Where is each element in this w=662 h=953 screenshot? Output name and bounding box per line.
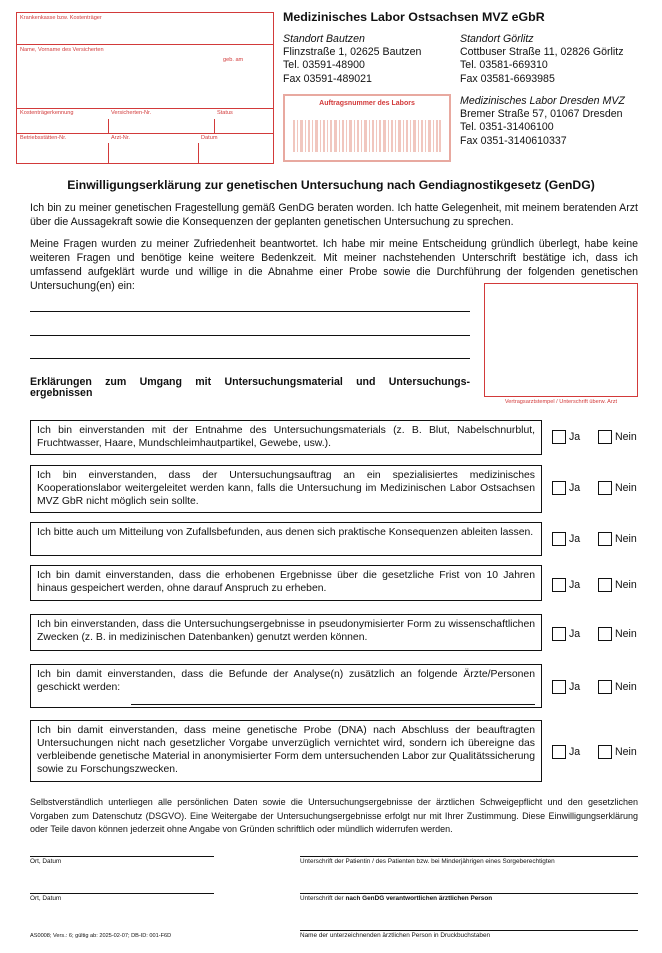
no-label: Nein xyxy=(615,579,637,591)
place-date-line[interactable] xyxy=(30,856,214,857)
no-label: Nein xyxy=(615,628,637,640)
lab-title: Medizinisches Labor Ostsachsen MVZ eGbR xyxy=(283,10,545,24)
examination-line[interactable] xyxy=(30,335,470,336)
order-number-title: Auftragsnummer des Labors xyxy=(319,100,415,107)
payer-id-label: Kostenträgerkennung xyxy=(20,110,74,116)
site-number-label: Betriebsstätten-Nr. xyxy=(20,135,67,141)
location-street: Cottbuser Straße 11, 02826 Görlitz xyxy=(460,46,624,59)
examination-line[interactable] xyxy=(30,358,470,359)
doctor-signature-line[interactable] xyxy=(300,893,638,894)
recipients-line[interactable] xyxy=(131,704,535,705)
place-date-label: Ort, Datum xyxy=(30,895,62,902)
consent-item-forward-results xyxy=(30,664,542,708)
yes-label: Ja xyxy=(569,431,581,443)
divider xyxy=(108,119,109,133)
no-label: Nein xyxy=(615,482,637,494)
doctor-number-label: Arzt-Nr. xyxy=(111,135,130,141)
no-label: Nein xyxy=(615,746,637,758)
doctor-name-label: Name der unterzeichnenden ärztlichen Person in Druckbuchstaben xyxy=(300,932,491,939)
consent-item-cooperation-lab xyxy=(30,465,542,513)
consent-item-sampling xyxy=(30,420,542,455)
location-bautzen xyxy=(283,33,421,86)
consent-4-no-checkbox[interactable] xyxy=(598,578,612,592)
location-name: Standort Bautzen xyxy=(283,33,365,45)
yes-label: Ja xyxy=(569,681,581,693)
consent-6-yes-checkbox[interactable] xyxy=(552,680,566,694)
no-label: Nein xyxy=(615,533,637,545)
place-date-line[interactable] xyxy=(30,893,214,894)
privacy-notice: Selbstverständlich unterliegen alle persönlichen Daten sowie die Untersuchungsergebnisse der ärztlichen Schweigepflicht und den gesetzlichen Vorgaben zum Datenschutz (DSGVO). Eine Weitergabe der Untersuchungsergebnisse erfolgt nur mit Ihrer Zustimmung. Diese Einwilligungserklärung oder Teile davon können jederzeit ohne Angabe von Gründen schriftlich oder mündlich widerrufen werden. xyxy=(30,797,638,834)
insured-number-label: Versicherten-Nr. xyxy=(111,110,152,116)
consent-text: Ich bin einverstanden, dass die Untersuchungsergebnisse in pseudonymisierter Form zu wissenschaftlichen Zwecken (z. B. in medizinischen Datenbanken) genutzt werden können. xyxy=(37,619,535,643)
doctor-signature-prefix: Unterschrift der xyxy=(300,895,346,902)
insurance-card-box xyxy=(16,12,274,164)
consent-text: Ich bitte auch um Mitteilung von Zufallsbefunden, aus denen sich praktische Konsequenzen ableiten lassen. xyxy=(37,527,534,538)
dob-label: geb. am xyxy=(223,57,244,63)
divider xyxy=(17,133,273,134)
no-label: Nein xyxy=(615,681,637,693)
location-tel: Tel. 03591-48900 xyxy=(283,59,365,72)
consent-4-yes-checkbox[interactable] xyxy=(552,578,566,592)
consent-1-no-checkbox[interactable] xyxy=(598,430,612,444)
doctor-stamp-box[interactable] xyxy=(484,283,638,397)
location-fax: Fax 0351-3140610337 xyxy=(460,134,567,147)
examination-line[interactable] xyxy=(30,311,470,312)
consent-3-yes-checkbox[interactable] xyxy=(552,532,566,546)
consent-item-research-use xyxy=(30,614,542,651)
insurer-label: Krankenkasse bzw. Kostenträger xyxy=(20,15,102,21)
intro-paragraph: Ich bin zu meiner genetischen Fragestellung gemäß GenDG beraten worden. Ich hatte Gelegenheit, mit meinem beratenden Arzt über die Aussagekraft sowie die Konsequenzen der geplanten genetischen Untersuchung zu sprechen. xyxy=(30,202,638,228)
consent-text: Ich bin damit einverstanden, dass die Befunde der Analyse(n) zusätzlich an folgende Ärzte/Personen geschickt werden: xyxy=(37,669,535,693)
consent-6-no-checkbox[interactable] xyxy=(598,680,612,694)
yes-label: Ja xyxy=(569,533,581,545)
insured-name-label: Name, Vorname des Versicherten xyxy=(20,47,104,53)
patient-signature-line[interactable] xyxy=(300,856,638,857)
patient-signature-label: Unterschrift der Patientin / des Patienten bzw. bei Minderjährigen eines Sorgeberechtigten xyxy=(300,858,555,865)
consent-2-no-checkbox[interactable] xyxy=(598,481,612,495)
consent-7-yes-checkbox[interactable] xyxy=(552,745,566,759)
status-label: Status xyxy=(217,110,233,116)
consent-5-no-checkbox[interactable] xyxy=(598,627,612,641)
doctor-stamp-label: Vertragsarztstempel / Unterschrift überw. Arzt xyxy=(504,399,618,405)
yes-label: Ja xyxy=(569,746,581,758)
document-code: AS0008; Vers.: 6; gültig ab: 2025-02-07; DB-ID: 001-F6D xyxy=(30,933,172,939)
document-title: Einwilligungserklärung zur genetischen Untersuchung nach Gendiagnostikgesetz (GenDG) xyxy=(67,178,595,192)
barcode-placeholder-icon xyxy=(293,120,441,152)
yes-label: Ja xyxy=(569,579,581,591)
consent-text: Ich bin damit einverstanden, dass meine genetische Probe (DNA) nach Abschluss der beauftragten Untersuchungen nicht nach gesetzlicher Vorgabe unverzüglich vernichtet wird, sondern ich übereigne das verbleibende genetische Material in anonymisierter Form dem untersuchenden Labor zur Qualitätssicherung sowie zu Forschungszwecken. xyxy=(37,725,535,775)
divider xyxy=(17,44,273,45)
location-fax: Fax 03581-6693985 xyxy=(460,72,555,85)
divider xyxy=(198,143,199,164)
consent-1-yes-checkbox[interactable] xyxy=(552,430,566,444)
consent-item-incidental-findings xyxy=(30,522,542,556)
confirmation-paragraph: Meine Fragen wurden zu meiner Zufriedenheit beantwortet. Ich habe mir meine Entscheidung gründlich überlegt, habe keine weiteren Fragen und benötige keine weitere Bedenkzeit. Mit meiner nachstehenden Unterschrift bestätige ich, dass ich umfassend aufgeklärt wurde und willige in die Abnahme einer Probe sowie die Durchführung der folgenden genetischen Untersuchung(en) ein: xyxy=(30,238,638,292)
location-goerlitz xyxy=(460,33,624,86)
section-heading: Erklärungen zum Umgang mit Untersuchungsmaterial und Untersuchungs-ergebnissen xyxy=(30,376,470,399)
location-tel: Tel. 0351-31406100 xyxy=(460,121,554,134)
consent-2-yes-checkbox[interactable] xyxy=(552,481,566,495)
divider xyxy=(108,143,109,164)
doctor-name-line[interactable] xyxy=(300,930,638,931)
location-fax: Fax 03591-489021 xyxy=(283,72,372,85)
doctor-signature-bold: nach GenDG verantwortlichen ärztlichen Person xyxy=(345,895,493,902)
yes-label: Ja xyxy=(569,482,581,494)
location-name: Standort Görlitz xyxy=(460,33,534,45)
consent-7-no-checkbox[interactable] xyxy=(598,745,612,759)
consent-text: Ich bin damit einverstanden, dass die erhobenen Ergebnisse über die gesetzliche Frist von 10 Jahren hinaus gespeichert werden, ohne darauf Anspruch zu erheben. xyxy=(37,570,535,594)
divider xyxy=(214,119,215,133)
place-date-label: Ort, Datum xyxy=(30,858,62,865)
consent-3-no-checkbox[interactable] xyxy=(598,532,612,546)
location-name: Medizinisches Labor Dresden MVZ xyxy=(460,95,625,107)
consent-item-storage xyxy=(30,565,542,601)
location-street: Flinzstraße 1, 02625 Bautzen xyxy=(283,46,422,59)
yes-label: Ja xyxy=(569,628,581,640)
doctor-signature-label xyxy=(300,895,492,902)
no-label: Nein xyxy=(615,431,637,443)
order-number-box xyxy=(283,94,451,162)
consent-text: Ich bin einverstanden, dass der Untersuchungsauftrag an ein spezialisiertes medizinisches Kooperationslabor weitergeleitet werden kann, falls die Untersuchung im Medizinischen Labor Ostsachsen MVZ GbR nicht möglich sein sollte. xyxy=(37,470,535,507)
consent-text: Ich bin einverstanden mit der Entnahme des Untersuchungsmaterials (z. B. Blut, Nabelschnurblut, Fruchtwasser, Haare, Mundschleimhautpartikel, Gewebe, usw.). xyxy=(37,425,535,449)
consent-item-dna-retention xyxy=(30,720,542,782)
divider xyxy=(17,108,273,109)
consent-5-yes-checkbox[interactable] xyxy=(552,627,566,641)
location-street: Bremer Straße 57, 01067 Dresden xyxy=(460,108,623,121)
location-tel: Tel. 03581-669310 xyxy=(460,59,548,72)
location-dresden xyxy=(460,95,625,148)
date-label: Datum xyxy=(201,135,218,141)
